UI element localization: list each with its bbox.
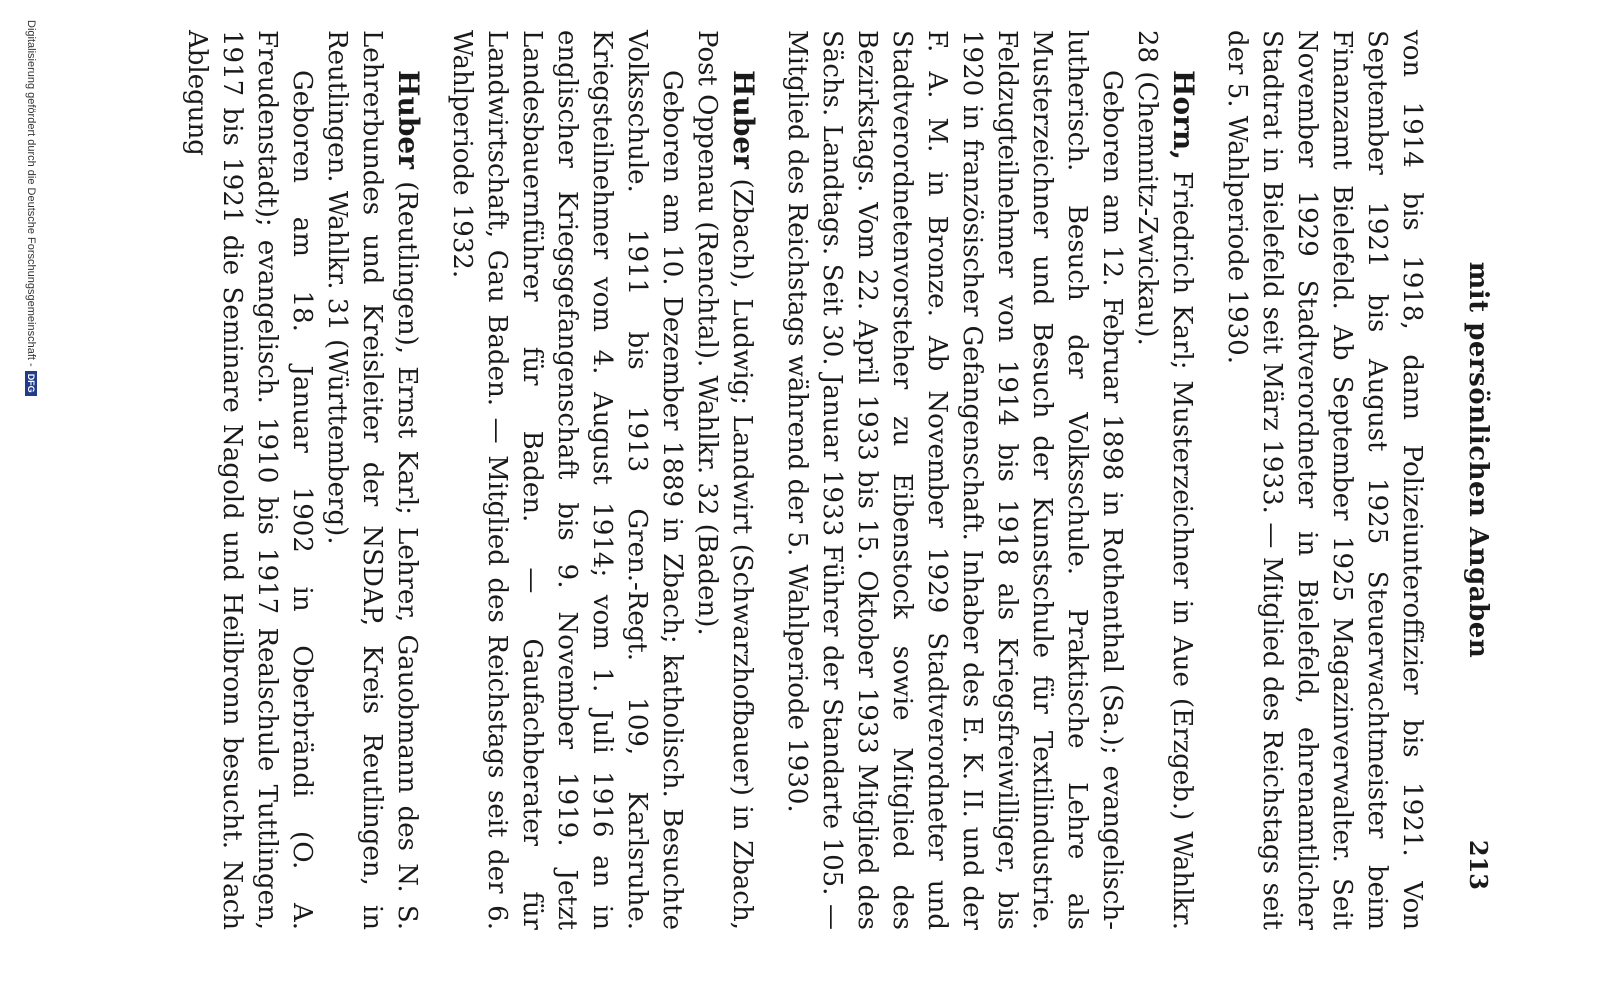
entry-heading-text: (Zbach), Ludwig; Landwirt (Schwarzhofbauer) in Zbach, Post Oppenau (Renchtal). Wahlkr. 32 (Baden). <box>692 30 757 930</box>
entry-heading-text: (Reutlingen), Ernst Karl; Lehrer, Gauobmann des N. S. Lehrerbundes und Kreisleiter der NSDAP, Kreis Reutlingen, in Reutlingen. Wahlkr. 31 (Württemberg). <box>322 30 422 930</box>
entry-horn <box>779 30 1201 930</box>
page-content <box>161 30 1429 930</box>
entry-huber-reutlingen <box>179 30 426 930</box>
page-number: 213 <box>1464 839 1493 890</box>
entry-heading <box>1129 30 1201 930</box>
entry-heading-text: Friedrich Karl; Musterzeichner in Aue (Erzgeb.) Wahlkr. 28 (Chemnitz-Zwickau). <box>1132 30 1197 930</box>
running-title: mit persönlichen Angaben <box>1463 261 1493 659</box>
entry-biography: Geboren am 12. Februar 1898 in Rothenthal (Sa.); evangelisch-lutherisch. Besuch der Volksschule. Praktische Lehre als Musterzeichner und Besuch der Kunstschule für Textilindustrie. Feldzugteilnehmer von 1914 bis 1918 als Kriegsfreiwilliger, bis 1920 in französischer Gefangenschaft. Inhaber des E. K. II. und der F. A. M. in Bronze. Ab November 1929 Stadtverordneter und Stadtverordnetenvorsteher zu Eibenstock sowie Mitglied des Bezirkstags. Vom 22. April 1933 bis 15. Oktober 1933 Mitglied des Sächs. Landtags. Seit 30. Januar 1933 Führer der Standarte 105. — Mitglied des Reichstags während der 5. Wahlperiode 1930. <box>782 30 1127 930</box>
entry-surname: Huber <box>392 70 425 169</box>
digitization-note <box>25 20 37 396</box>
digitization-text: Digitalisierung gefördert durch die Deutsche Forschungsgemeinschaft - <box>25 20 37 367</box>
entry-surname: Horn, <box>1167 70 1200 160</box>
entry-biography: Geboren am 18. Januar 1902 in Oberbrändi (O. A. Freudenstadt); evangelisch. 1910 bis 1917 Realschule Tuttlingen, 1917 bis 1921 die Seminare Nagold und Heilbronn besucht. Nach Ablegung <box>182 30 317 930</box>
dfg-logo: DFG <box>25 371 37 396</box>
entry-biography: Geboren am 10. Dezember 1889 in Zbach; katholisch. Besuchte Volksschule. 1911 bis 1913 Gren.-Regt. 109, Karlsruhe. Kriegsteilnehmer vom 4. August 1914; vom 1. Juli 1916 an in englischer Kriegsgefangenschaft bis 9. November 1919. Jetzt Landesbauernführer für Baden. — Gaufachberater für Landwirtschaft, Gau Baden. — Mitglied des Reichstags seit der 6. Wahlperiode 1932. <box>447 30 687 930</box>
continuation-paragraph: von 1914 bis 1918, dann Polizeiunteroffizier bis 1921. Von September 1921 bis August 1925 Steuerwachtmeister beim Finanzamt Bielefeld. Ab September 1925 Magazinverwalter. Seit November 1929 Stadtverordneter in Bielefeld, ehrenamtlicher Stadtrat in Bielefeld seit März 1933. — Mitglied des Reichstags seit der 5. Wahlperiode 1930. <box>1222 30 1427 930</box>
entry-heading <box>689 30 761 930</box>
entry-surname: Huber <box>727 70 760 169</box>
page-header <box>1441 30 1501 890</box>
entry-heading <box>319 30 426 930</box>
entry-huber-zbach <box>444 30 761 930</box>
